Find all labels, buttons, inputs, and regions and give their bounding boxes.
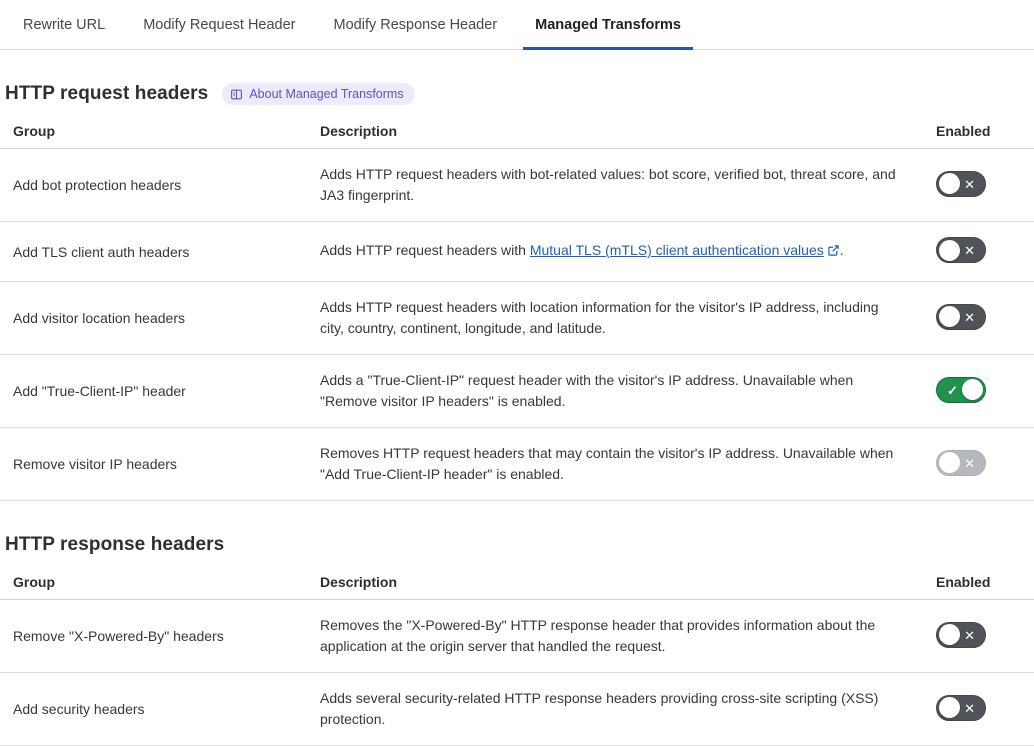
toggle-knob [939,624,960,645]
row-group-label: Remove visitor IP headers [13,456,177,472]
toggle-add-bot-protection-headers[interactable] [936,171,986,197]
tab-modify-request-header[interactable]: Modify Request Header [143,16,296,33]
toggle-knob [939,240,960,261]
link-text: Mutual TLS (mTLS) client authentication values [529,242,824,258]
row-description: Removes the "X-Powered-By" HTTP response header that provides information about the application at the origin server that handled the request. [320,617,876,654]
x-icon: ✕ [964,243,975,258]
badge-label: About Managed Transforms [249,87,404,101]
table-row [0,222,1034,282]
request-headers-title: HTTP request headers [5,83,209,104]
description-text: Adds HTTP request headers with [320,242,530,258]
description-text: . [839,242,844,258]
x-icon: ✕ [964,700,975,716]
toggle-remove-x-powered-by-headers[interactable] [936,622,986,648]
toggle-add-visitor-location-headers[interactable] [936,304,986,330]
column-header-description: Description [320,123,398,139]
table-row [0,428,1034,501]
toggle-knob [939,452,960,473]
column-header-group: Group [13,574,55,590]
row-description: Removes HTTP request headers that may contain the visitor's IP address. Unavailable when "Add True-Client-IP header" is enabled. [320,445,894,482]
table-row [0,355,1034,428]
row-group-label: Add visitor location headers [13,310,185,326]
column-header-group: Group [13,123,55,139]
table-row [0,600,1034,673]
tab-managed-transforms[interactable]: Managed Transforms [523,0,693,49]
column-header-description: Description [320,574,398,590]
toggle-knob [939,306,960,327]
tab-modify-response-header[interactable]: Modify Response Header [333,16,498,33]
row-group-label: Remove "X-Powered-By" headers [13,628,224,644]
response-table-header [0,568,1034,600]
toggle-knob [962,379,983,400]
response-headers-section-head [5,534,1034,556]
about-managed-transforms-link[interactable] [222,83,414,105]
row-group-label: Add bot protection headers [13,177,182,193]
table-row [0,149,1034,222]
row-group-label: Add security headers [13,701,145,717]
book-icon [230,88,243,101]
request-table-header [0,117,1034,149]
row-group-label: Add TLS client auth headers [13,243,190,260]
response-headers-title: HTTP response headers [5,534,225,555]
table-row [0,282,1034,355]
row-description: Adds several security-related HTTP response headers providing cross-site scripting (XSS) protection. [320,690,879,727]
toggle-add-true-client-ip-header[interactable] [936,377,986,403]
row-description: Adds a "True-Client-IP" request header with the visitor's IP address. Unavailable when "Remove visitor IP headers" is enabled. [320,372,854,409]
toggle-add-security-headers[interactable] [936,695,986,721]
external-link-icon [827,242,840,263]
row-description: Adds HTTP request headers with bot-related values: bot score, verified bot, threat score, and JA3 fingerprint. [320,166,896,203]
check-icon: ✓ [947,382,958,398]
x-icon: ✕ [964,176,975,192]
request-headers-table [0,117,1034,501]
row-description [320,225,936,278]
response-headers-table [0,568,1034,746]
tab-rewrite-url[interactable]: Rewrite URL [23,16,106,33]
toggle-knob [939,697,960,718]
row-description: Adds HTTP request headers with location information for the visitor's IP address, including city, country, continent, longitude, and latitude. [320,299,879,336]
toggle-knob [939,173,960,194]
table-row [0,673,1034,746]
x-icon: ✕ [964,455,975,471]
mtls-docs-link[interactable] [530,242,840,258]
tab-bar [0,0,1034,50]
request-headers-section-head [5,83,1034,105]
x-icon: ✕ [964,627,975,643]
column-header-enabled: Enabled [936,574,991,590]
toggle-remove-visitor-ip-headers [936,450,986,476]
x-icon: ✕ [964,309,975,325]
row-group-label: Add "True-Client-IP" header [13,383,186,399]
toggle-add-tls-client-auth-headers[interactable] [936,237,986,263]
column-header-enabled: Enabled [936,123,991,139]
